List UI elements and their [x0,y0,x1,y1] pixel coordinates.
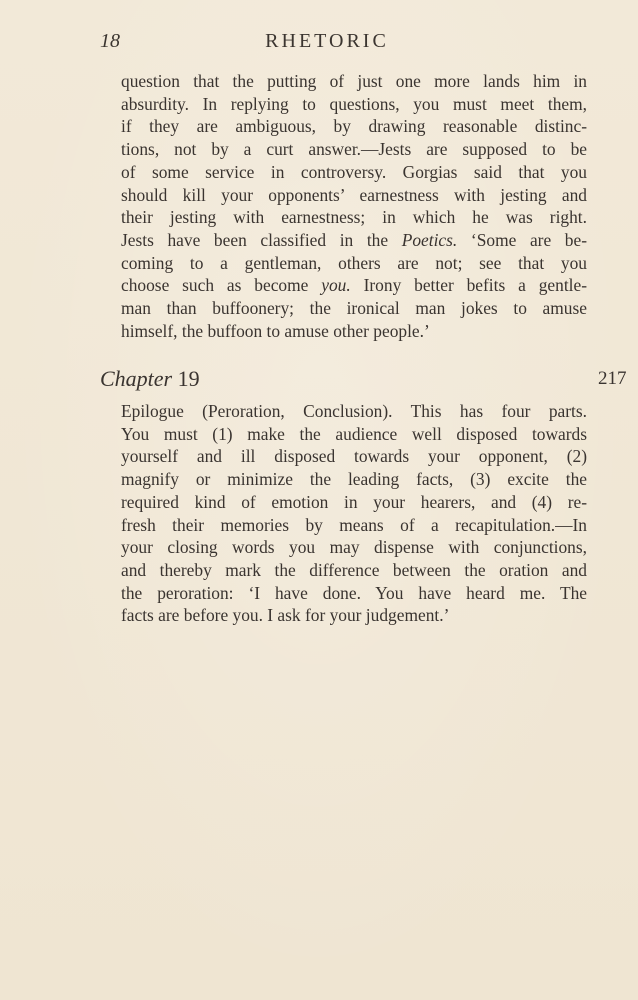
text-line: if they are ambiguous, by drawing reasonable distinc- [121,116,587,137]
paragraph-jests [121,70,587,342]
text-line: question that the putting of just one more lands him in [121,71,587,91]
running-title: RHETORIC [265,30,389,52]
text-line: tions, not by a curt answer.—Jests are supposed to be [121,139,587,160]
text-line: magnify or minimize the leading facts, (3) excite the [121,469,587,490]
text-fragment: ‘Some are be- [457,229,588,250]
text-fragment: choose such as become [121,275,322,296]
text-line: You must (1) make the audience well disposed towards [121,423,587,444]
page-number: 18 [100,30,120,52]
text-line: yourself and ill disposed towards your opponent, (2) [121,446,587,467]
text-line: the peroration: ‘I have done. You have heard me. The [121,582,587,603]
text-line: and thereby mark the difference between the oration and [121,559,587,580]
text-fragment: Jests have been classified in the [121,229,402,250]
text-line: required kind of emotion in your hearers, and (4) re- [121,491,587,512]
margin-reference-number: 217 [598,368,627,389]
text-line: Epilogue (Peroration, Conclusion). This has four parts. [121,401,587,421]
text-line: fresh their memories by means of a recapitulation.—In [121,514,587,535]
text-line: man than buffoonery; the ironical man jokes to amuse [121,298,587,319]
page-header [0,28,638,58]
text-line: facts are before you. I ask for your judgement.’ [121,605,450,626]
text-fragment: Irony better befits a gentle- [350,275,587,296]
italic-title-poetics: Poetics. [401,229,458,250]
chapter-heading [100,366,200,392]
chapter-word: Chapter [100,366,173,391]
italic-word-you: you. [321,275,351,296]
text-line: coming to a gentleman, others are not; see that you [121,252,587,273]
text-line: should kill your opponents’ earnestness with jesting and [121,184,587,205]
text-line: himself, the buffoon to amuse other people.’ [121,320,430,341]
text-line: their jesting with earnestness; in which he was right. [121,207,587,228]
text-line: absurdity. In replying to questions, you must meet them, [121,93,587,114]
text-line [121,274,587,297]
paragraph-epilogue [121,400,587,627]
text-line: your closing words you may dispense with conjunctions, [121,537,587,558]
text-line: of some service in controversy. Gorgias said that you [121,161,587,182]
chapter-number: 19 [177,366,200,391]
text-line [121,229,587,252]
